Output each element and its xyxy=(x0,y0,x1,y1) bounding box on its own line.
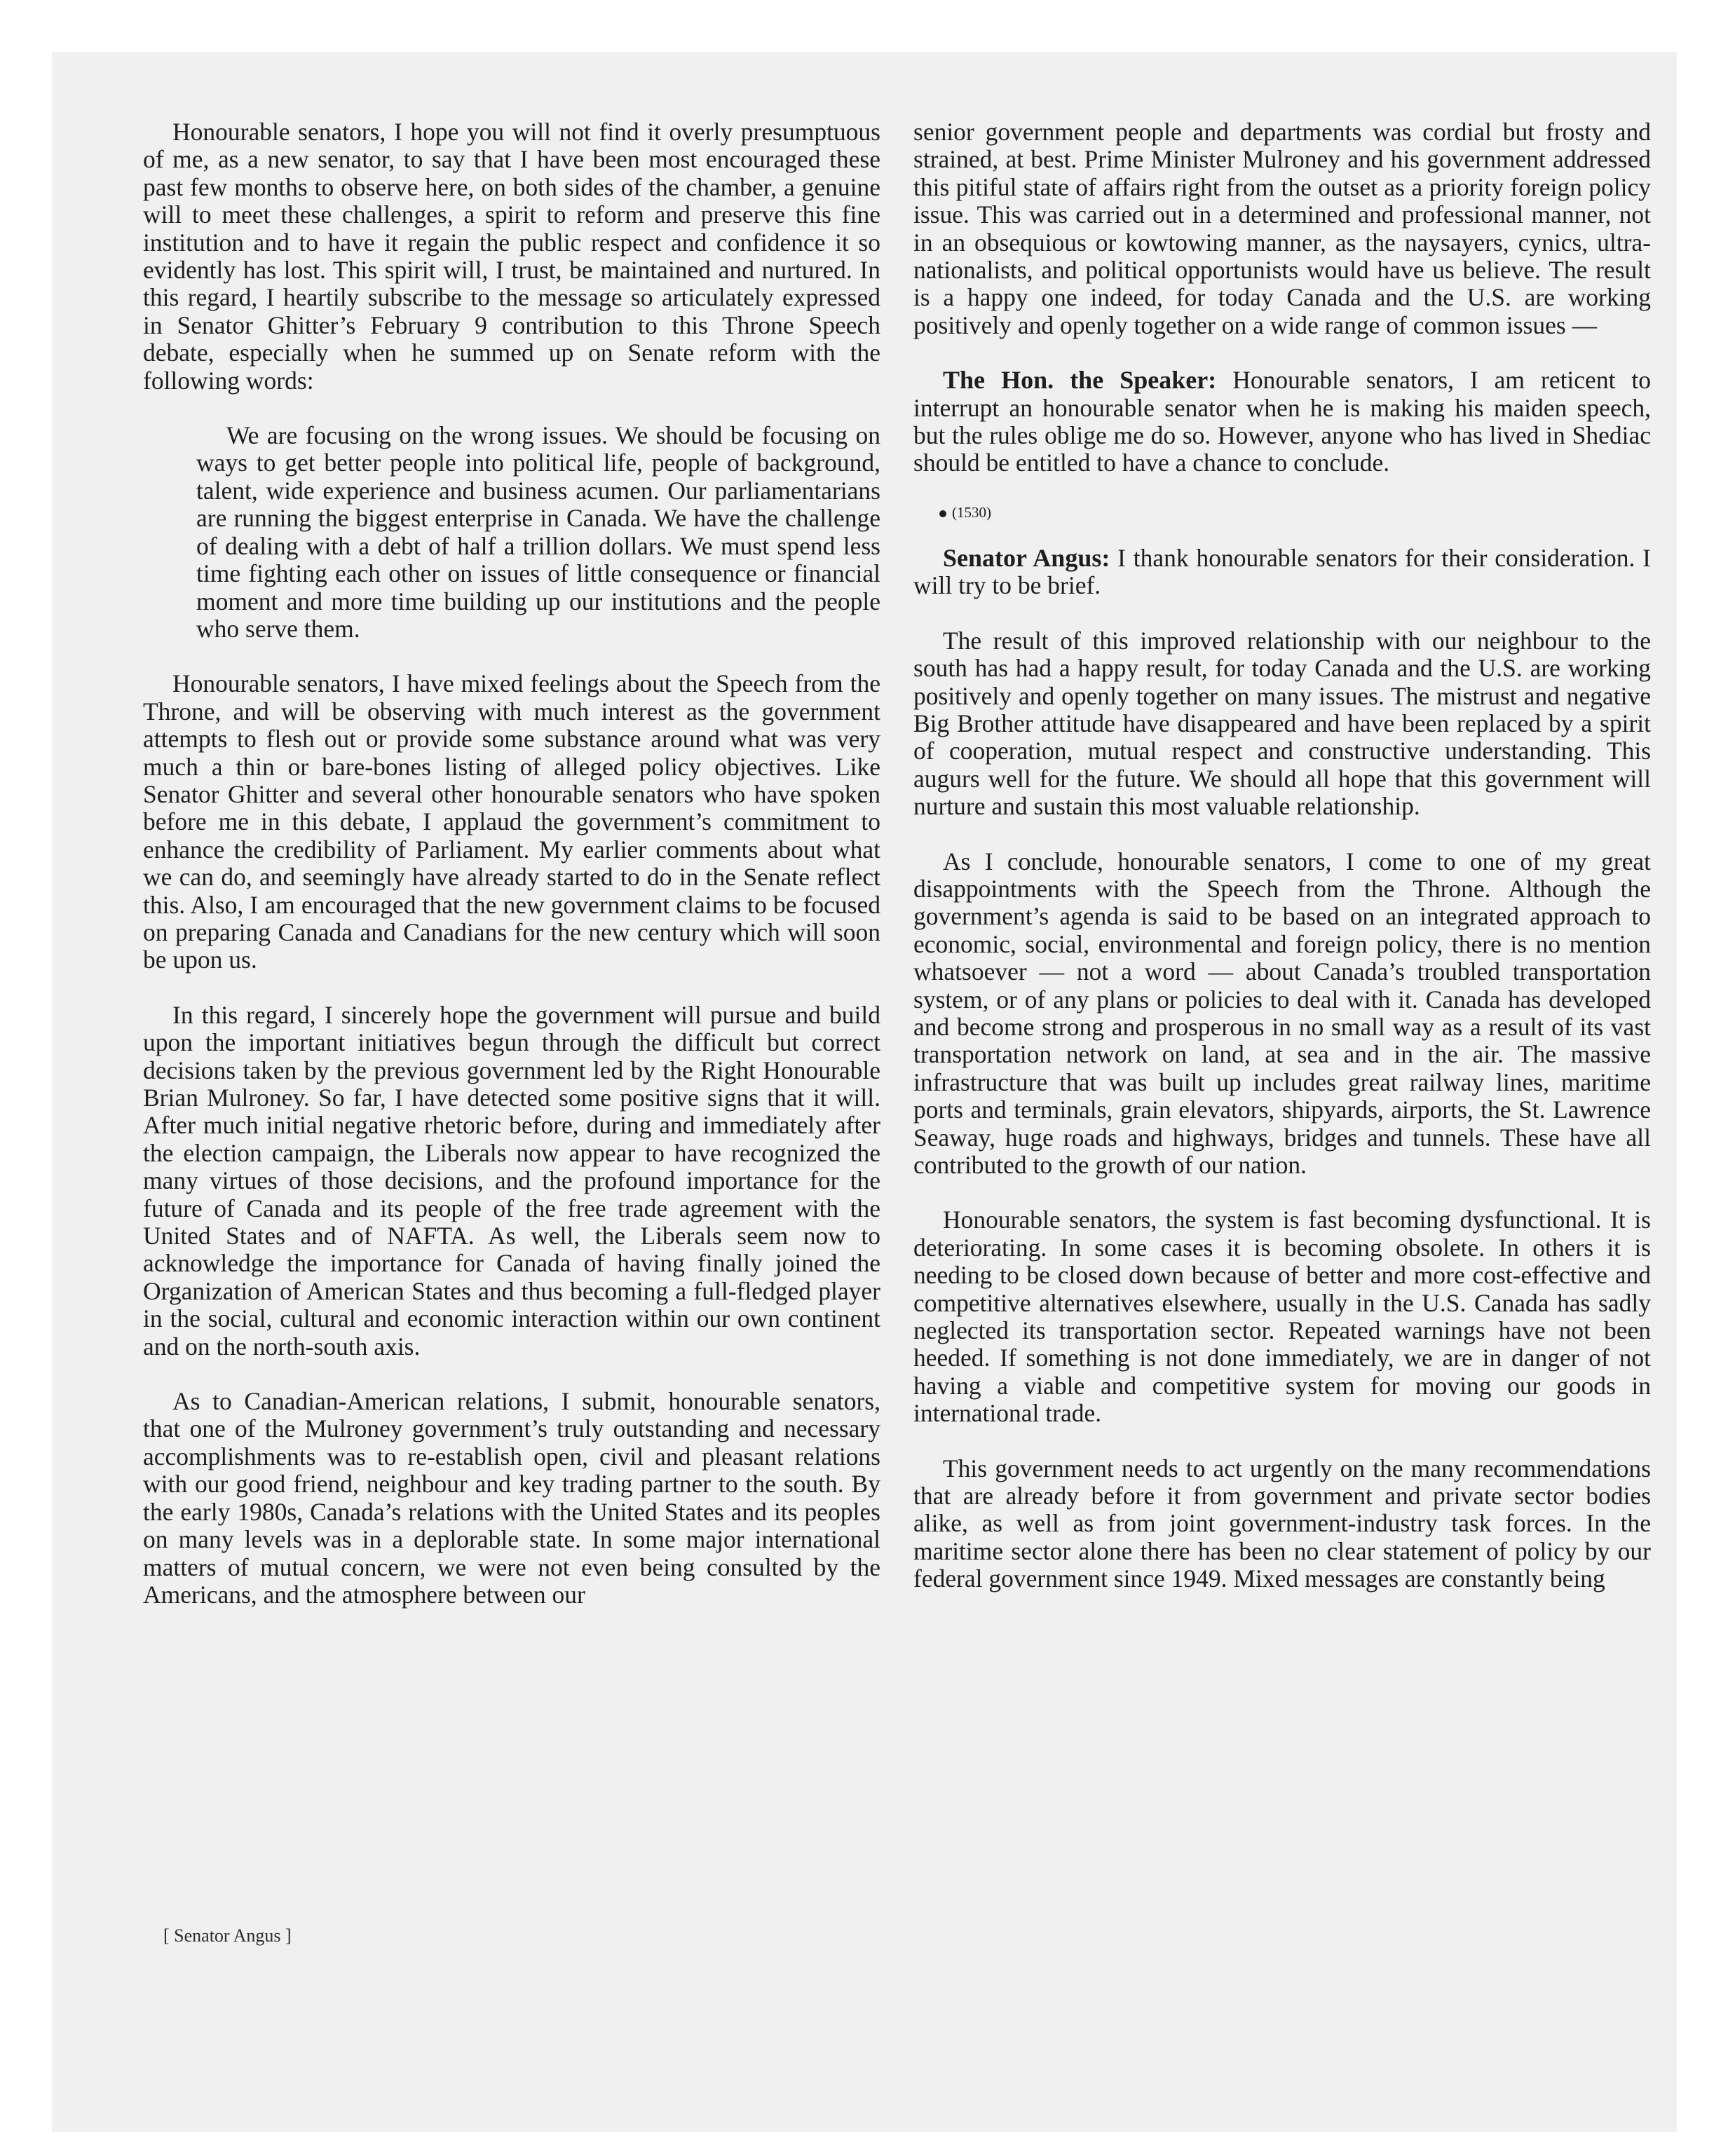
right-column xyxy=(913,118,1651,1621)
time-marker xyxy=(939,502,1651,523)
paragraph-throne-speech: Honourable senators, I have mixed feelings about the Speech from the Throne, and will be observing with much interest as the government attempts to flesh out or provide some substance around what was very much a thin or bare-bones listing of alleged policy objectives. Like Senator Ghitter and several other honourable senators who have spoken before me in this debate, I applaud the government’s commitment to enhance the credibility of Parliament. My earlier comments about what we can do, and seemingly have already started to do in the Senate reflect this. Also, I am encouraged that the new government claims to be focused on preparing Canada and Canadians for the new century which will soon be upon us. xyxy=(143,669,880,974)
block-quote-ghitter xyxy=(143,422,880,643)
speaker-name: Senator Angus: xyxy=(943,543,1110,572)
paragraph-senate-reform: Honourable senators, I hope you will not find it overly presumptuous of me, as a new senator, to say that I have been most encouraged these past few months to observe here, on both sides of the chamber, a genuine will to meet these challenges, a spirit to reform and preserve this fine institution and to have it regain the public respect and confidence it so evidently has lost. This spirit will, I trust, be maintained and nurtured. In this regard, I heartily subscribe to the message so articulately expressed in Senator Ghitter’s February 9 contribution to this Throne Speech debate, especially when he summed up on Senate reform with the following words: xyxy=(143,118,880,395)
left-column xyxy=(143,118,880,1636)
speaker-interjection xyxy=(913,367,1651,477)
paragraph-improved-relationship: The result of this improved relationship with our neighbour to the south has had a happy result, for today Canada and the U.S. are working positively and openly together on many issues. The mistrust and negative Big Brother attitude have disappeared and have been replaced by a spirit of cooperation, mutual respect and constructive understanding. This augurs well for the future. We should all hope that this government will nurture and sustain this most valuable relationship. xyxy=(913,626,1651,821)
paragraph-canadian-american-relations: As to Canadian-American relations, I submit, honourable senators, that one of the Mulroney government’s truly outstanding and necessary accomplishments was to re-establish open, civil and pleasant relations with our good friend, neighbour and key trading partner to the south. By the early 1980s, Canada’s relations with the United States and its peoples on many levels was in a deplorable state. In some major international matters of mutual concern, we were not even being consulted by the Americans, and the atmosphere between our xyxy=(143,1387,880,1609)
speaker-text: I thank honourable senators for their consideration. I will try to be brief. xyxy=(913,543,1652,600)
paragraph-previous-government: In this regard, I sincerely hope the government will pursue and build upon the important initiatives begun through the difficult but correct decisions taken by the previous government led by the Right Honourable Brian Mulroney. So far, I have detected some positive signs that it will. After much initial negative rhetoric before, during and immediately after the election campaign, the Liberals now appear to have recognized the many virtues of those decisions, and the profound importance for the future of Canada and its people of the free trade agreement with the United States and of NAFTA. As well, the Liberals seem now to acknowledge the importance for Canada of having finally joined the Organization of American States and thus becoming a full-fledged player in the social, cultural and economic interaction within our own continent and on the north-south axis. xyxy=(143,1000,880,1360)
bullet-icon xyxy=(939,510,946,517)
running-footer: [ Senator Angus ] xyxy=(163,1925,292,1946)
quote-text: We are focusing on the wrong issues. We should be focusing on ways to get better people into political life, people of background, talent, wide experience and business acumen. Our parliamentarians are running the biggest enterprise in Canada. We have the challenge of dealing with a debt of half a trillion dollars. We must spend less time fighting each other on issues of little consequence or financial moment and more time building up our institutions and the people who serve them. xyxy=(196,421,880,643)
paragraph-continued: senior government people and departments was cordial but frosty and strained, at best. Prime Minister Mulroney and his government addressed this pitiful state of affairs right from the outset as a priority foreign policy issue. This was carried out in a determined and professional manner, not in an obsequious or kowtowing manner, as the naysayers, cynics, ultra-nationalists, and political opportunists would have us believe. The result is a happy one indeed, for today Canada and the U.S. are working positively and openly together on a wide range of common issues — xyxy=(913,118,1651,339)
speaker-text: Honourable senators, I am reticent to interrupt an honourable senator when he is making his maiden speech, but the rules oblige me do so. However, anyone who has lived in Shediac should be entitled to have a chance to conclude. xyxy=(913,366,1651,477)
speaker-name: The Hon. the Speaker: xyxy=(943,366,1217,395)
page-sheet xyxy=(52,52,1677,2132)
paragraph-act-urgently: This government needs to act urgently on the many recommendations that are already before it from government and private sector bodies alike, as well as from joint government-industry task forces. In the maritime sector alone there has been no clear statement of policy by our federal government since 1949. Mixed messages are constantly being xyxy=(913,1454,1651,1593)
paragraph-system-dysfunctional: Honourable senators, the system is fast becoming dysfunctional. It is deteriorating. In some cases it is becoming obsolete. In others it is needing to be closed down because of better and more cost-effective and competitive alternatives elsewhere, usually in the U.S. Canada has sadly neglected its transportation sector. Repeated warnings have not been heeded. If something is not done immediately, we are in danger of not having a viable and competitive system for moving our goods in international trade. xyxy=(913,1206,1651,1428)
senator-reply xyxy=(913,545,1651,600)
paragraph-transportation-disappointment: As I conclude, honourable senators, I come to one of my great disappointments with the Speech from the Throne. Although the government’s agenda is said to be based on an integrated approach to economic, social, environmental and foreign policy, there is no mention whatsoever — not a word — about Canada’s troubled transportation system, or of any plans or policies to deal with it. Canada has developed and become strong and prosperous in no small way as a result of its vast transportation network on land, at sea and in the air. The massive infrastructure that was built up includes great railway lines, maritime ports and terminals, grain elevators, shipyards, airports, the St. Lawrence Seaway, huge roads and highways, bridges and tunnels. These have all contributed to the growth of our nation. xyxy=(913,847,1651,1179)
time-marker-text: (1530) xyxy=(952,503,991,521)
